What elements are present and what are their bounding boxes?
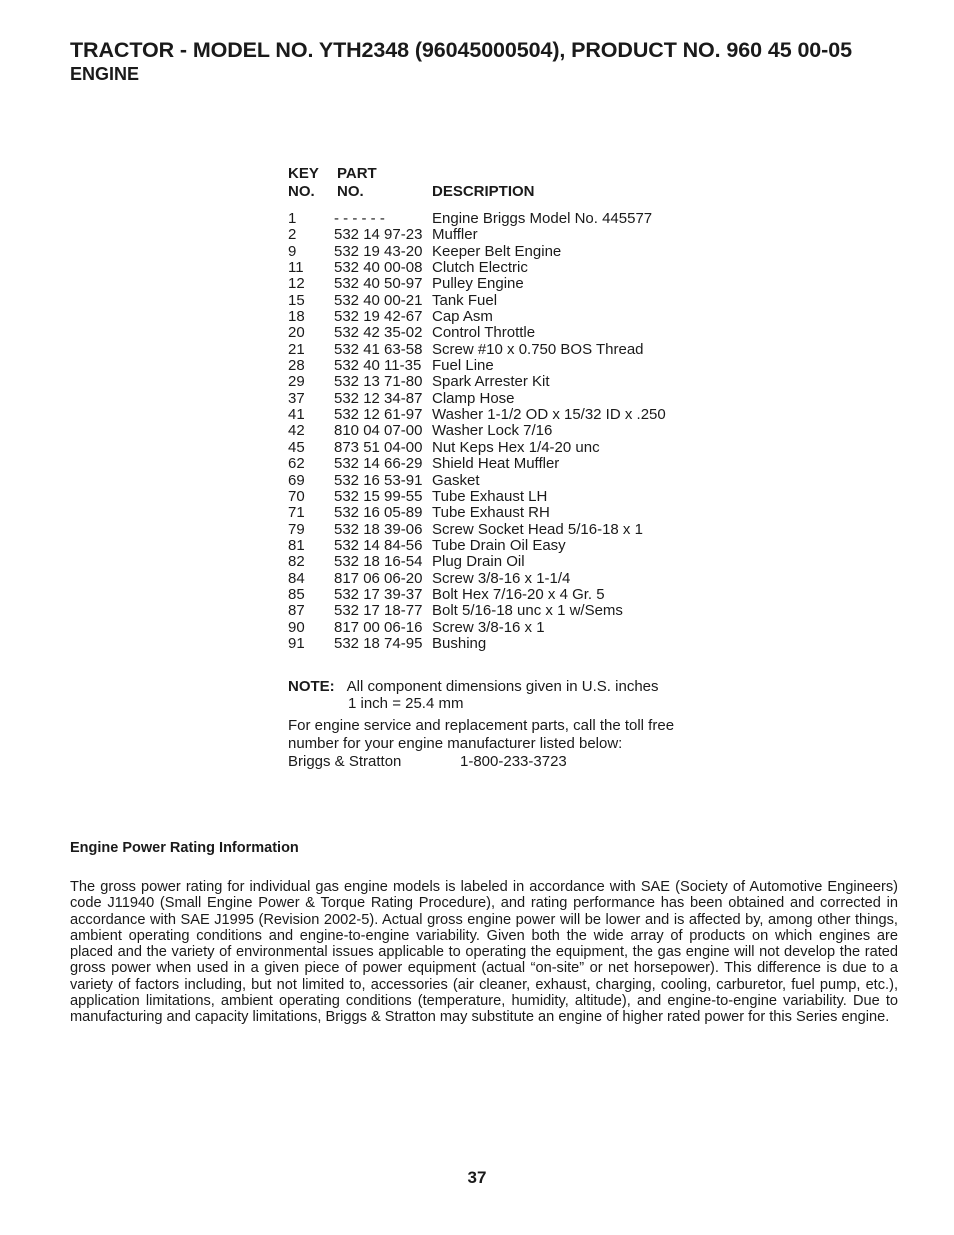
description-cell: Bolt Hex 7/16-20 x 4 Gr. 5	[432, 585, 605, 603]
table-row	[288, 407, 708, 423]
part-number-cell: 532 18 16-54	[334, 553, 423, 571]
description-cell: Muffler	[432, 226, 478, 244]
description-cell: Plug Drain Oil	[432, 553, 525, 571]
key-cell: 29	[288, 373, 305, 391]
part-number-cell: 810 04 07-00	[334, 422, 423, 440]
description-cell: Fuel Line	[432, 357, 494, 375]
description-cell: Tube Drain Oil Easy	[432, 536, 566, 554]
key-cell: 90	[288, 618, 305, 636]
description-cell: Clutch Electric	[432, 259, 528, 277]
part-number-cell: 532 19 42-67	[334, 308, 423, 326]
description-cell: Keeper Belt Engine	[432, 242, 562, 260]
table-row	[288, 636, 708, 652]
key-cell: 42	[288, 422, 305, 440]
description-cell: Screw #10 x 0.750 BOS Thread	[432, 340, 644, 358]
table-row	[288, 211, 708, 227]
key-cell: 41	[288, 406, 305, 424]
manufacturer-name: Briggs & Stratton	[288, 753, 402, 770]
description-cell: Washer 1-1/2 OD x 15/32 ID x .250	[432, 406, 666, 424]
table-row	[288, 456, 708, 472]
description-cell: Pulley Engine	[432, 275, 524, 293]
key-cell: 84	[288, 569, 305, 587]
service-text: For engine service and replacement parts, call the toll free number for your engine manufacturer listed below:	[288, 717, 675, 752]
key-cell: 2	[288, 226, 297, 244]
part-number-cell: 873 51 04-00	[334, 438, 423, 456]
description-cell: Nut Keps Hex 1/4-20 unc	[432, 438, 600, 456]
key-cell: 70	[288, 487, 305, 505]
description-cell: Bolt 5/16-18 unc x 1 w/Sems	[432, 602, 623, 620]
key-cell: 45	[288, 438, 305, 456]
table-row	[288, 325, 708, 341]
part-number-cell: 532 40 00-21	[334, 291, 423, 309]
table-row	[288, 309, 708, 325]
key-cell: 9	[288, 242, 297, 260]
table-row	[288, 391, 708, 407]
description-cell: Screw 3/8-16 x 1	[432, 618, 545, 636]
power-rating-heading: Engine Power Rating Information	[70, 840, 299, 856]
description-cell: Tube Exhaust RH	[432, 504, 550, 522]
table-row	[288, 276, 708, 292]
description-cell: Gasket	[432, 471, 480, 489]
part-number-cell: 817 06 06-20	[334, 569, 423, 587]
parts-table-header	[288, 165, 708, 203]
part-number-cell: 532 13 71-80	[334, 373, 423, 391]
part-number-cell: 532 12 34-87	[334, 389, 423, 407]
description-cell: Bushing	[432, 634, 487, 652]
table-row	[288, 587, 708, 603]
description-header: DESCRIPTION	[432, 183, 535, 200]
page-number: 37	[467, 1168, 487, 1187]
table-row	[288, 342, 708, 358]
part-number-cell: 532 42 35-02	[334, 324, 423, 342]
table-row	[288, 473, 708, 489]
service-contact	[288, 753, 567, 770]
table-row	[288, 440, 708, 456]
description-cell: Tube Exhaust LH	[432, 487, 548, 505]
description-cell: Shield Heat Muffler	[432, 455, 560, 473]
key-cell: 1	[288, 210, 297, 227]
description-cell: Cap Asm	[432, 308, 493, 326]
part-number-cell: 532 41 63-58	[334, 340, 423, 358]
key-cell: 37	[288, 389, 305, 407]
table-row	[288, 260, 708, 276]
part-number-cell: 532 15 99-55	[334, 487, 423, 505]
key-cell: 85	[288, 585, 305, 603]
table-row	[288, 423, 708, 439]
part-number-cell: 817 00 06-16	[334, 618, 423, 636]
description-cell: Screw Socket Head 5/16-18 x 1	[432, 520, 643, 538]
part-number-cell: 532 40 50-97	[334, 275, 423, 293]
description-cell: Washer Lock 7/16	[432, 422, 553, 440]
table-row	[288, 538, 708, 554]
part-number-cell: 532 12 61-97	[334, 406, 423, 424]
part-number-cell: 532 17 39-37	[334, 585, 423, 603]
part-number-cell: 532 14 66-29	[334, 455, 423, 473]
phone-number: 1-800-233-3723	[460, 753, 567, 770]
table-row	[288, 374, 708, 390]
part-number-cell: 532 17 18-77	[334, 602, 423, 620]
note-label: NOTE:	[288, 678, 335, 695]
part-number-cell: 532 18 39-06	[334, 520, 423, 538]
key-cell: 28	[288, 357, 305, 375]
parts-table-body	[288, 211, 708, 652]
description-cell: Tank Fuel	[432, 291, 498, 309]
part-number-cell: 532 14 97-23	[334, 226, 423, 244]
part-number-cell: 532 40 11-35	[334, 357, 422, 375]
section-title: ENGINE	[70, 64, 140, 84]
table-row	[288, 620, 708, 636]
note-line1: All component dimensions given in U.S. inches	[346, 678, 659, 695]
key-cell: 12	[288, 275, 305, 293]
key-cell: 79	[288, 520, 305, 538]
key-cell: 91	[288, 634, 305, 652]
part-number-cell: - - - - - -	[334, 210, 385, 227]
page-title: TRACTOR - MODEL NO. YTH2348 (96045000504), PRODUCT NO. 960 45 00-05	[70, 38, 852, 62]
part-number-cell: 532 19 43-20	[334, 242, 423, 260]
key-cell: 18	[288, 308, 305, 326]
key-cell: 62	[288, 455, 305, 473]
part-header-line1: PART	[337, 165, 377, 182]
description-cell: Spark Arrester Kit	[432, 373, 550, 391]
part-number-cell: 532 16 53-91	[334, 471, 423, 489]
table-row	[288, 505, 708, 521]
table-row	[288, 227, 708, 243]
power-rating-paragraph: The gross power rating for individual gas engine models is labeled in accordance with SAE (Society of Automotive Engineers) code J11940 (Small Engine Power & Torque Rating Procedure), and rating performance has been obtained and corrected in accordance with SAE J1995 (Revision 2002-5). Actual gross engine power will be lower and is affected by, among other things, ambient operating conditions and engine-to-engine variability. Given both the wide array of products on which engines are placed and the variety of environmental issues applicable to operating the equipment, the gas engine will not develop the rated gross power when used in a given piece of power equipment (actual “on-site” or net horsepower). This difference is due to a variety of factors including, but not limited to, accessories (air cleaner, exhaust, charging, cooling, carburetor, fuel pump, etc.), application limitations, ambient operating conditions (temperature, humidity, altitude), and engine-to-engine variability. Due to manufacturing and capacity limitations, Briggs & Stratton may substitute an engine of higher rated power for this Series engine.	[70, 879, 898, 1026]
part-header-line2: NO.	[337, 183, 364, 200]
part-number-cell: 532 16 05-89	[334, 504, 423, 522]
key-cell: 21	[288, 340, 305, 358]
table-row	[288, 293, 708, 309]
part-number-cell: 532 18 74-95	[334, 634, 423, 652]
table-row	[288, 244, 708, 260]
key-cell: 15	[288, 291, 305, 309]
part-number-cell: 532 14 84-56	[334, 536, 423, 554]
note	[288, 679, 659, 695]
table-row	[288, 554, 708, 570]
key-cell: 81	[288, 536, 305, 554]
table-row	[288, 489, 708, 505]
description-cell: Screw 3/8-16 x 1-1/4	[432, 569, 571, 587]
description-cell: Engine Briggs Model No. 445577	[432, 210, 653, 227]
key-cell: 20	[288, 324, 305, 342]
key-cell: 11	[288, 259, 304, 277]
table-row	[288, 603, 708, 619]
part-number-cell: 532 40 00-08	[334, 259, 423, 277]
key-cell: 71	[288, 504, 305, 522]
key-cell: 87	[288, 602, 305, 620]
note-line2: 1 inch = 25.4 mm	[348, 695, 464, 712]
key-header-line2: NO.	[288, 183, 315, 200]
table-row	[288, 571, 708, 587]
description-cell: Clamp Hose	[432, 389, 515, 407]
table-row	[288, 522, 708, 538]
key-header-line1: KEY	[288, 165, 319, 182]
key-cell: 69	[288, 471, 305, 489]
parts-table	[288, 165, 708, 652]
description-cell: Control Throttle	[432, 324, 536, 342]
table-row	[288, 358, 708, 374]
key-cell: 82	[288, 553, 305, 571]
